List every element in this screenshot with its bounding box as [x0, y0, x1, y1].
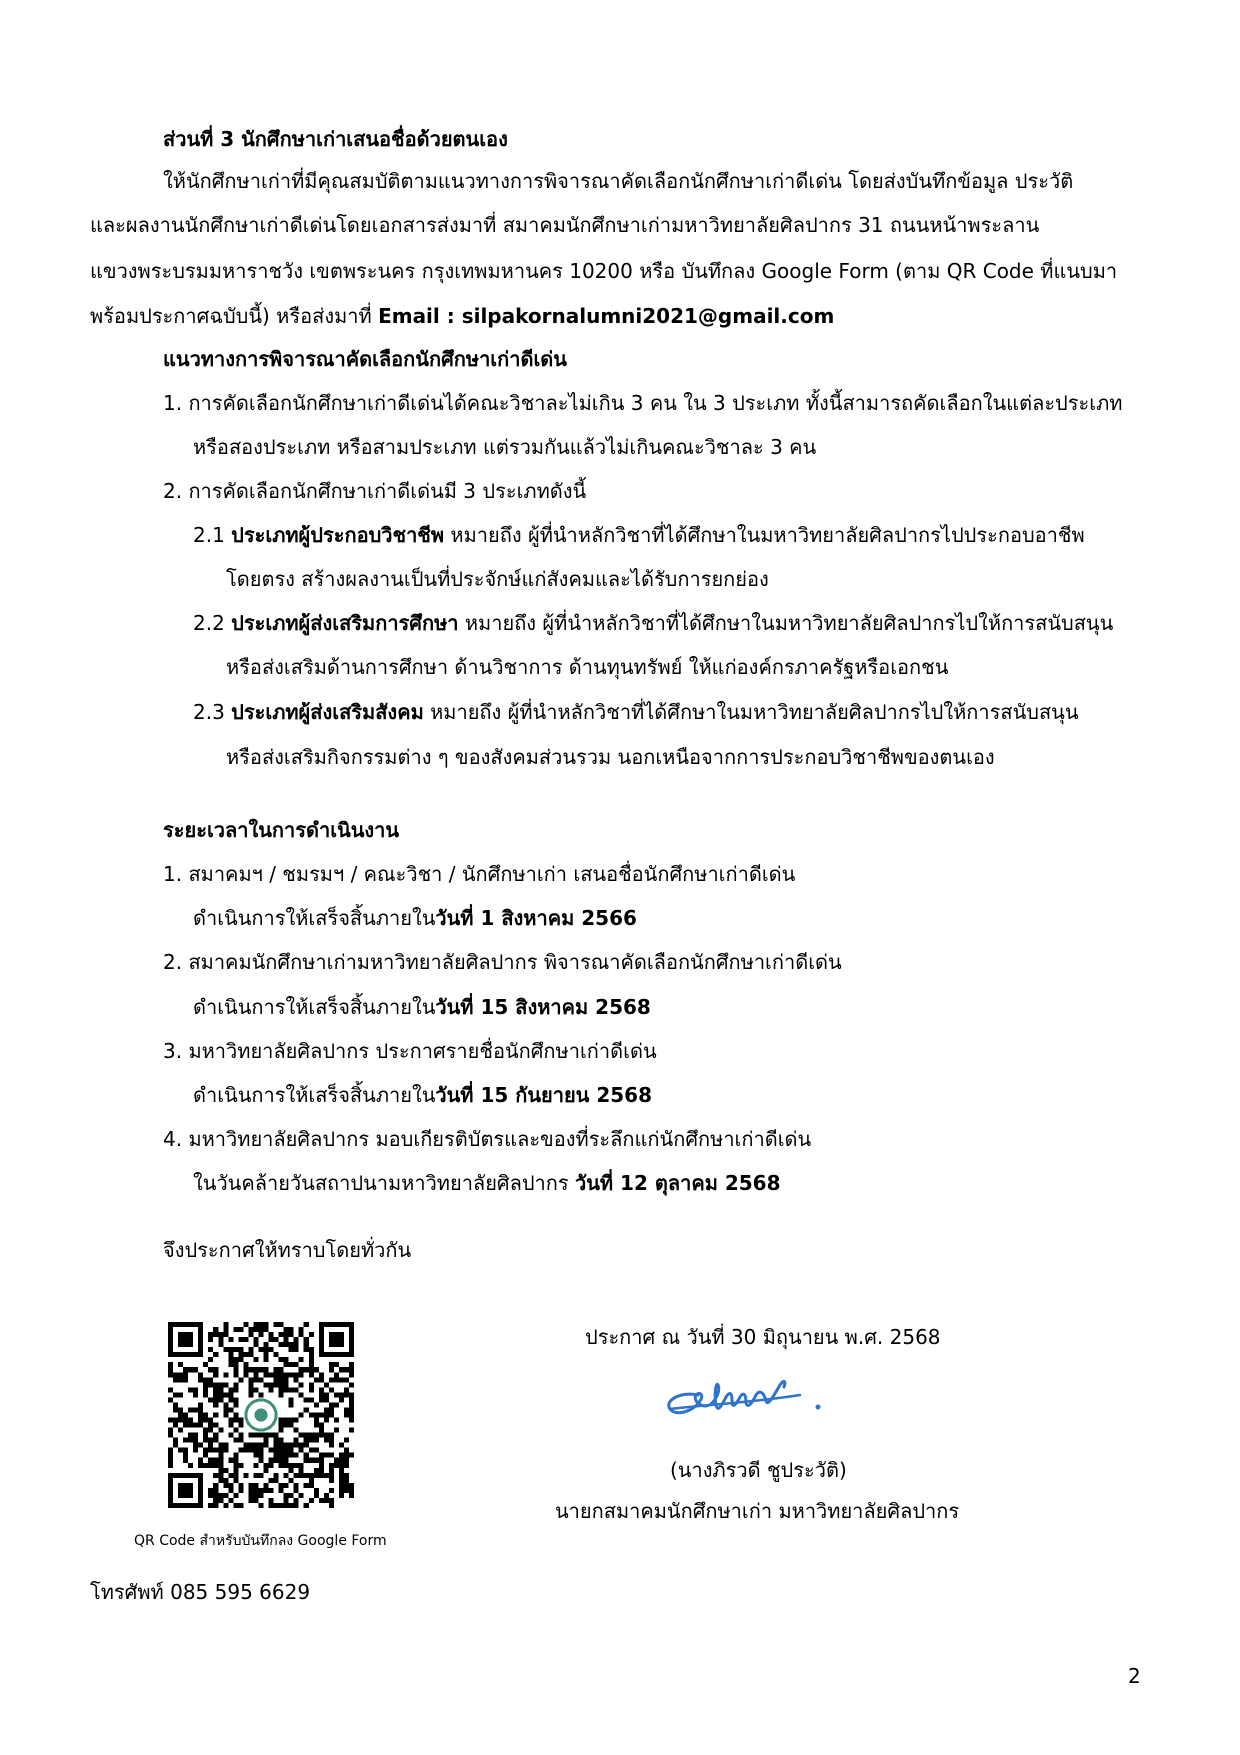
timeline-heading: ระยะเวลาในการดำเนินงาน	[163, 818, 400, 842]
qr-code	[168, 1322, 354, 1508]
sub-number: 2.3	[193, 700, 225, 724]
timeline-item2-line1: 2. สมาคมนักศึกษาเก่ามหาวิทยาลัยศิลปากร พิจารณาคัดเลือกนักศึกษาเก่าดีเด่น	[163, 950, 842, 974]
section3-para-line1: ให้นักศึกษาเก่าที่มีคุณสมบัติตามแนวทางการพิจารณาคัดเลือกนักศึกษาเก่าดีเด่น โดยส่งบันทึกข้อมูล ประวัติ	[163, 169, 1074, 193]
section3-para-line4	[90, 301, 834, 331]
timeline-prefix: ดำเนินการให้เสร็จสิ้นภายใน	[193, 1083, 436, 1107]
criteria-item1-line1: 1. การคัดเลือกนักศึกษาเก่าดีเด่นได้คณะวิชาละไม่เกิน 3 คน ใน 3 ประเภท ทั้งนี้สามารถคัดเลือกในแต่ละประเภท	[163, 391, 1123, 415]
timeline-item4-line1: 4. มหาวิทยาลัยศิลปากร มอบเกียรติบัตรและของที่ระลึกแก่นักศึกษาเก่าดีเด่น	[163, 1127, 812, 1151]
timeline-prefix: ดำเนินการให้เสร็จสิ้นภายใน	[193, 906, 436, 930]
sub-title: ประเภทผู้ประกอบวิชาชีพ	[231, 523, 445, 547]
signer-name: (นางภิรวดี ชูประวัติ)	[670, 1458, 847, 1482]
signer-title: นายกสมาคมนักศึกษาเก่า มหาวิทยาลัยศิลปากร	[555, 1499, 960, 1523]
timeline-deadline: วันที่ 15 สิงหาคม 2568	[435, 995, 651, 1019]
section3-para-line2: และผลงานนักศึกษาเก่าดีเด่นโดยเอกสารส่งมาที่ สมาคมนักศึกษาเก่ามหาวิทยาลัยศิลปากร 31 ถนนหน้าพระลาน	[90, 213, 1040, 237]
criteria-sub-2-1-line2: โดยตรง สร้างผลงานเป็นที่ประจักษ์แก่สังคมและได้รับการยกย่อง	[226, 567, 769, 591]
announce-date: ประกาศ ณ วันที่ 30 มิถุนายน พ.ศ. 2568	[585, 1325, 941, 1349]
criteria-item2: 2. การคัดเลือกนักศึกษาเก่าดีเด่นมี 3 ประเภทดังนี้	[163, 479, 587, 503]
timeline-item1-line1: 1. สมาคมฯ / ชมรมฯ / คณะวิชา / นักศึกษาเก่า เสนอชื่อนักศึกษาเก่าดีเด่น	[163, 862, 796, 886]
criteria-sub-2-3-line1	[193, 697, 1079, 727]
timeline-item4-line2	[193, 1168, 781, 1198]
criteria-heading: แนวทางการพิจารณาคัดเลือกนักศึกษาเก่าดีเด่น	[163, 347, 567, 371]
criteria-sub-2-1-line1	[193, 520, 1085, 550]
timeline-item3-line2	[193, 1080, 652, 1110]
timeline-deadline: วันที่ 1 สิงหาคม 2566	[435, 906, 637, 930]
section3-para-line3: แขวงพระบรมมหาราชวัง เขตพระนคร กรุงเทพมหานคร 10200 หรือ บันทึกลง Google Form (ตาม QR Code ที่แนบมา	[90, 259, 1118, 283]
sub-desc: หมายถึง ผู้ที่นำหลักวิชาที่ได้ศึกษาในมหาวิทยาลัยศิลปากรไปประกอบอาชีพ	[450, 523, 1085, 547]
signature	[660, 1365, 830, 1425]
sub-desc: หมายถึง ผู้ที่นำหลักวิชาที่ได้ศึกษาในมหาวิทยาลัยศิลปากรไปให้การสนับสนุน	[464, 611, 1114, 635]
phone-number: โทรศัพท์ 085 595 6629	[90, 1580, 311, 1604]
sub-number: 2.1	[193, 523, 225, 547]
timeline-prefix: ในวันคล้ายวันสถาปนามหาวิทยาลัยศิลปากร	[193, 1171, 575, 1195]
criteria-sub-2-2-line1	[193, 608, 1113, 638]
timeline-prefix: ดำเนินการให้เสร็จสิ้นภายใน	[193, 995, 436, 1019]
timeline-item3-line1: 3. มหาวิทยาลัยศิลปากร ประกาศรายชื่อนักศึกษาเก่าดีเด่น	[163, 1039, 657, 1063]
sub-number: 2.2	[193, 611, 225, 635]
page-number: 2	[1128, 1664, 1141, 1688]
closing-statement: จึงประกาศให้ทราบโดยทั่วกัน	[163, 1238, 412, 1262]
timeline-item1-line2	[193, 903, 637, 933]
section3-para-line4-text: พร้อมประกาศฉบับนี้) หรือส่งมาที่	[90, 304, 372, 328]
criteria-sub-2-3-line2: หรือส่งเสริมกิจกรรมต่าง ๆ ของสังคมส่วนรวม นอกเหนือจากการประกอบวิชาชีพของตนเอง	[226, 745, 995, 769]
sub-title: ประเภทผู้ส่งเสริมการศึกษา	[231, 611, 459, 635]
contact-email: Email : silpakornalumni2021@gmail.com	[378, 304, 835, 328]
qr-caption: QR Code สำหรับบันทึกลง Google Form	[134, 1533, 387, 1549]
qr-code-image	[168, 1322, 354, 1508]
section3-heading: ส่วนที่ 3 นักศึกษาเก่าเสนอชื่อด้วยตนเอง	[163, 127, 508, 151]
sub-title: ประเภทผู้ส่งเสริมสังคม	[231, 700, 424, 724]
sub-desc: หมายถึง ผู้ที่นำหลักวิชาที่ได้ศึกษาในมหาวิทยาลัยศิลปากรไปให้การสนับสนุน	[430, 700, 1079, 724]
timeline-deadline: วันที่ 15 กันยายน 2568	[435, 1083, 652, 1107]
criteria-sub-2-2-line2: หรือส่งเสริมด้านการศึกษา ด้านวิชาการ ด้านทุนทรัพย์ ให้แก่องค์กรภาครัฐหรือเอกชน	[226, 655, 949, 679]
timeline-item2-line2	[193, 992, 651, 1022]
timeline-deadline: วันที่ 12 ตุลาคม 2568	[575, 1171, 781, 1195]
criteria-item1-line2: หรือสองประเภท หรือสามประเภท แต่รวมกันแล้วไม่เกินคณะวิชาละ 3 คน	[193, 435, 817, 459]
